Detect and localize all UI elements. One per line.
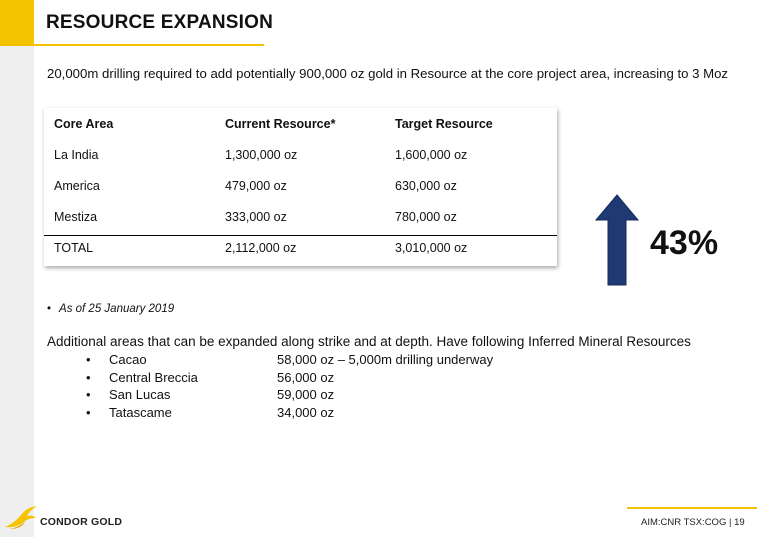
header-current-resource: Current Resource* [225, 117, 336, 131]
area-value: 56,000 oz [277, 369, 335, 385]
footer-divider [627, 507, 757, 509]
additional-areas-text: Additional areas that can be expanded along strike and at depth. Have following Inferred Mineral Resources [47, 334, 691, 349]
footnote [47, 303, 174, 315]
gold-accent-block [0, 0, 34, 44]
list-item [86, 352, 546, 370]
area-value: 58,000 oz – 5,000m drilling underway [277, 352, 494, 367]
cell-target: 630,000 oz [395, 179, 457, 193]
increase-percentage: 43% [650, 224, 719, 262]
table-total-row [44, 235, 557, 259]
areas-list [86, 352, 546, 422]
cell-current: 1,300,000 oz [225, 148, 298, 162]
resource-table [44, 108, 557, 266]
cell-total-target: 3,010,000 oz [395, 241, 468, 255]
area-name: San Lucas [109, 387, 171, 402]
cell-current: 333,000 oz [225, 210, 287, 224]
table-row [44, 142, 557, 166]
area-name: Cacao [109, 352, 147, 367]
header-target-resource: Target Resource [395, 117, 493, 131]
footnote-bullet: • [47, 303, 52, 315]
table-row [44, 204, 557, 228]
list-item [86, 387, 546, 405]
area-value: 59,000 oz [277, 387, 335, 402]
bullet: • [86, 369, 91, 385]
list-item [86, 405, 546, 423]
cell-target: 780,000 oz [395, 210, 457, 224]
company-logo-text: CONDOR GOLD [40, 516, 123, 528]
left-margin-strip [0, 0, 34, 537]
bullet: • [86, 352, 91, 367]
up-arrow-icon [595, 194, 639, 286]
cell-target: 1,600,000 oz [395, 148, 468, 162]
cell-area: La India [54, 148, 99, 162]
page-title: RESOURCE EXPANSION [46, 12, 274, 33]
bullet: • [86, 404, 91, 420]
area-name: Tatascame [109, 404, 172, 420]
cell-current: 479,000 oz [225, 179, 287, 193]
cell-total-current: 2,112,000 oz [225, 241, 297, 255]
table-row [44, 173, 557, 197]
condor-logo-icon [4, 505, 38, 531]
cell-area: Mestiza [54, 210, 98, 224]
cell-total-label: TOTAL [54, 241, 94, 255]
area-name: Central Breccia [109, 369, 198, 385]
footnote-text: As of 25 January 2019 [59, 303, 175, 315]
cell-area: America [54, 179, 100, 193]
list-item [86, 370, 546, 388]
footer-ticker-page: AIM:CNR TSX:COG | 19 [641, 517, 745, 528]
subtitle: 20,000m drilling required to add potentially 900,000 oz gold in Resource at the core project area, increasing to 3 Moz [47, 66, 729, 81]
bullet: • [86, 387, 91, 402]
table-header-row [44, 111, 557, 135]
area-value: 34,000 oz [277, 404, 335, 420]
header-core-area: Core Area [54, 117, 114, 131]
